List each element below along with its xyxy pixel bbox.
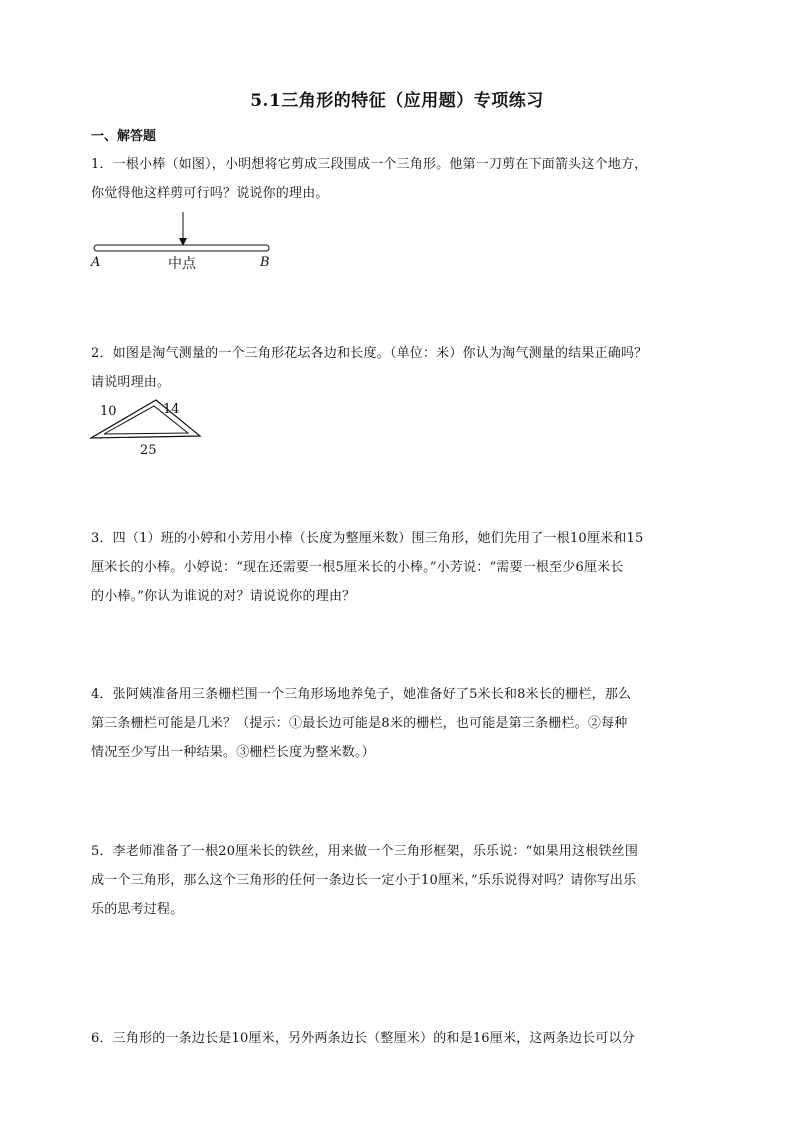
question-line: 的小棒。”你认为谁说的对？请说说你的理由？	[91, 589, 356, 604]
question-line: 成一个三角形，那么这个三角形的任何一条边长一定小于10厘米，”乐乐说得对吗？请你写出乐	[91, 873, 637, 888]
section-heading: 一、解答题	[91, 129, 157, 144]
side-bottom-label: 25	[140, 443, 157, 458]
question-line: 乐的思考过程。	[91, 902, 184, 917]
question-line: 你觉得他这样剪可行吗？说说你的理由。	[91, 186, 329, 201]
question-1	[91, 150, 711, 208]
stick-figure	[88, 208, 288, 274]
question-4	[91, 680, 711, 767]
side-right-label: 14	[163, 402, 180, 417]
midpoint-label: 中点	[168, 256, 196, 272]
question-3	[91, 524, 711, 611]
page-title: 5.1三角形的特征（应用题）专项练习	[250, 91, 544, 111]
question-line: 厘米长的小棒。小婷说：“现在还需要一根5厘米长的小棒。”小芳说：“需要一根至少6厘米长	[91, 560, 624, 575]
question-line: 1．一根小棒（如图），小明想将它剪成三段围成一个三角形。他第一刀剪在下面箭头这个地方，	[91, 157, 648, 172]
point-a-label: A	[91, 255, 101, 270]
point-b-label: B	[260, 255, 270, 270]
question-line: 6．三角形的一条边长是10厘米，另外两条边长（整厘米）的和是16厘米，这两条边长可以分	[91, 1031, 635, 1046]
question-line: 4．张阿姨准备用三条栅栏围一个三角形场地养兔子，她准备好了5米长和8米长的栅栏，那么	[91, 687, 632, 702]
question-line: 5．李老师准备了一根20厘米长的铁丝，用来做一个三角形框架，乐乐说：“如果用这根铁丝围	[91, 844, 639, 859]
side-left-label: 10	[100, 404, 117, 419]
question-5	[91, 837, 711, 924]
question-2	[91, 339, 711, 397]
question-line: 情况至少写出一种结果。③栅栏长度为整米数。）	[91, 745, 375, 760]
triangle-figure	[88, 396, 208, 460]
question-line: 3．四（1）班的小婷和小芳用小棒（长度为整厘米数）围三角形，她们先用了一根10厘米和15	[91, 531, 644, 546]
question-6	[91, 1024, 711, 1053]
question-line: 第三条栅栏可能是几米？（提示：①最长边可能是8米的栅栏，也可能是第三条栅栏。②每种	[91, 716, 628, 731]
stick-rod	[94, 245, 269, 251]
question-line: 2．如图是淘气测量的一个三角形花坛各边和长度。（单位：米）你认为淘气测量的结果正确吗？	[91, 346, 648, 361]
question-line: 请说明理由。	[91, 375, 171, 390]
